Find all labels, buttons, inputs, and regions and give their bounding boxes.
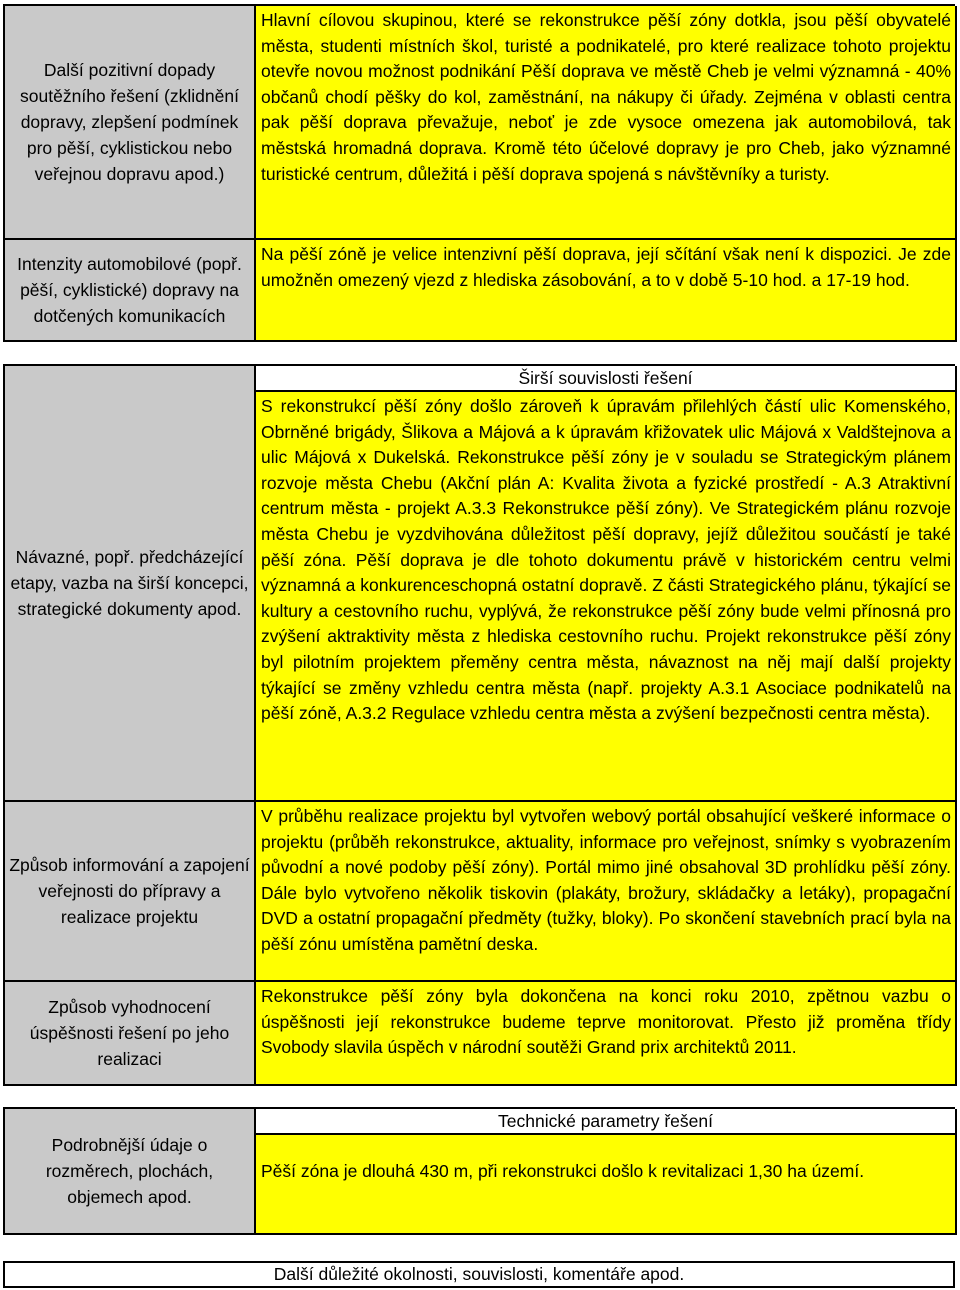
table-wider-context xyxy=(3,364,955,1086)
row-label-positive-impacts xyxy=(5,6,256,240)
label-text: Způsob vyhodnocení úspěšnosti řešení po jeho realizaci xyxy=(29,997,230,1069)
section-header-other-circumstances xyxy=(3,1261,955,1288)
value-text: Hlavní cílovou skupinou, které se rekonstrukce pěší zóny dotkla, jsou pěší obyvatelé města, studenti místních škol, turisté a podnikatelé, pro které realizace tohoto projektu otevře novou možnost podnikání Pěší doprava ve městě Cheb je velmi významná - 40% občanů chodí pěšky do kol, zaměstnání, na nákupy či úřady. Zejména v oblasti centra pak pěší doprava převažuje, neboť je zde vysoce omezena jak automobilová, tak městská hromadná doprava. Kromě této účelové dopravy je pro Cheb, jako významné turistické centrum, důležitá i pěší doprava spojená s návštěvníky a turisty. xyxy=(261,10,951,184)
label-text: Způsob informování a zapojení veřejnosti do přípravy a realizace projektu xyxy=(9,855,250,927)
label-text: Návazné, popř. předcházející etapy, vazba na širší koncepci, strategické dokumenty apod. xyxy=(10,547,249,619)
section-header-wider-context xyxy=(256,366,957,392)
section-header-technical-parameters xyxy=(256,1109,957,1135)
label-text: Další pozitivní dopady soutěžního řešení (zklidnění dopravy, zlepšení podmínek pro pěší, cyklistickou nebo veřejnou dopravu apod.) xyxy=(20,60,239,184)
header-text: Širší souvislosti řešení xyxy=(518,368,693,388)
row-label-public-involvement xyxy=(5,802,256,982)
value-text: Rekonstrukce pěší zóny byla dokončena na konci roku 2010, zpětnou vazbu o úspěšnosti její rekonstrukce budeme teprve monitorovat. Přesto již proměna třídy Svobody slavila úspěch v národní soutěži Grand prix architektů 2011. xyxy=(261,986,951,1058)
value-text: Pěší zóna je dlouhá 430 m, při rekonstrukci došlo k revitalizaci 1,30 ha území. xyxy=(261,1161,865,1181)
value-text: Na pěší zóně je velice intenzivní pěší doprava, její sčítání však není k dispozici. Je zde umožněn omezený vjezd z hlediska zásobování, a to v době 5-10 hod. a 17-19 hod. xyxy=(261,244,951,290)
header-text: Technické parametry řešení xyxy=(498,1111,713,1131)
row-value-positive-impacts xyxy=(256,6,957,240)
row-value-related-stages xyxy=(256,392,957,802)
table-technical-parameters xyxy=(3,1107,955,1235)
row-label-related-stages xyxy=(5,366,256,802)
row-label-traffic-intensity xyxy=(5,240,256,342)
row-value-evaluation xyxy=(256,982,957,1086)
header-text: Další důležité okolnosti, souvislosti, komentáře apod. xyxy=(273,1264,685,1284)
row-value-dimensions xyxy=(256,1135,957,1235)
value-text: V průběhu realizace projektu byl vytvořen webový portál obsahující veškeré informace o projektu (průběh rekonstrukce, aktuality, informace pro veřejnost, snímky s vyobrazením původní a nové podoby pěší zóny). Portál mimo jiné obsahoval 3D prohlídku pěší zóny. Dále bylo vytvořeno několik tiskovin (plakáty, brožury, skládačky a letáky), propagační DVD a ostatní propagační předměty (tužky, bloky). Po skončení stavebních prací byla na pěší zónu umístěna pamětní deska. xyxy=(261,806,951,954)
label-text: Podrobnější údaje o rozměrech, plochách, objemech apod. xyxy=(45,1135,214,1207)
row-label-dimensions xyxy=(5,1109,256,1235)
label-text: Intenzity automobilové (popř. pěší, cyklistické) dopravy na dotčených komunikacích xyxy=(17,254,242,326)
row-label-evaluation xyxy=(5,982,256,1086)
row-value-traffic-intensity xyxy=(256,240,957,342)
value-text: S rekonstrukcí pěší zóny došlo zároveň k úpravám přilehlých částí ulic Komenského, Obrněné brigády, Šlikova a Májová a k úpravám křižovatek ulic Májová x Valdštejnova a ulic Májová x Dukelská. Rekonstrukce pěší zóny je v souladu se Strategickým plánem rozvoje města Chebu (Akční plán A: Kvalita života a fyzické prostředí - A.3 Atraktivní centrum města - projekt A.3.3 Rekonstrukce pěší zóny). Ve Strategickém plánu rozvoje města Chebu je vyzdvihována důležitost pěší dopravy, jejíž důležitou součástí je také pěší zóna. Pěší doprava je dle tohoto dokumentu právě v historickém centru velmi významná a konkurenceschopná ostatní dopravě. Z části Strategického plánu, týkající se kultury a cestovního ruchu, vyplývá, že rekonstrukce pěší zóny bude velmi přínosná pro zvýšení aktraktivity města z hlediska cestovního ruchu. Projekt rekonstrukce pěší zóny byl pilotním projektem přeměny centra města, návaznost na něj mají další projekty týkající se změny vzhledu centra města (např. projekty A.3.1 Asociace podnikatelů na pěší zóně, A.3.2 Regulace vzhledu centra města a zvýšení bezpečnosti centra města). xyxy=(261,396,951,724)
row-value-public-involvement xyxy=(256,802,957,982)
table-positive-impacts xyxy=(3,4,955,342)
